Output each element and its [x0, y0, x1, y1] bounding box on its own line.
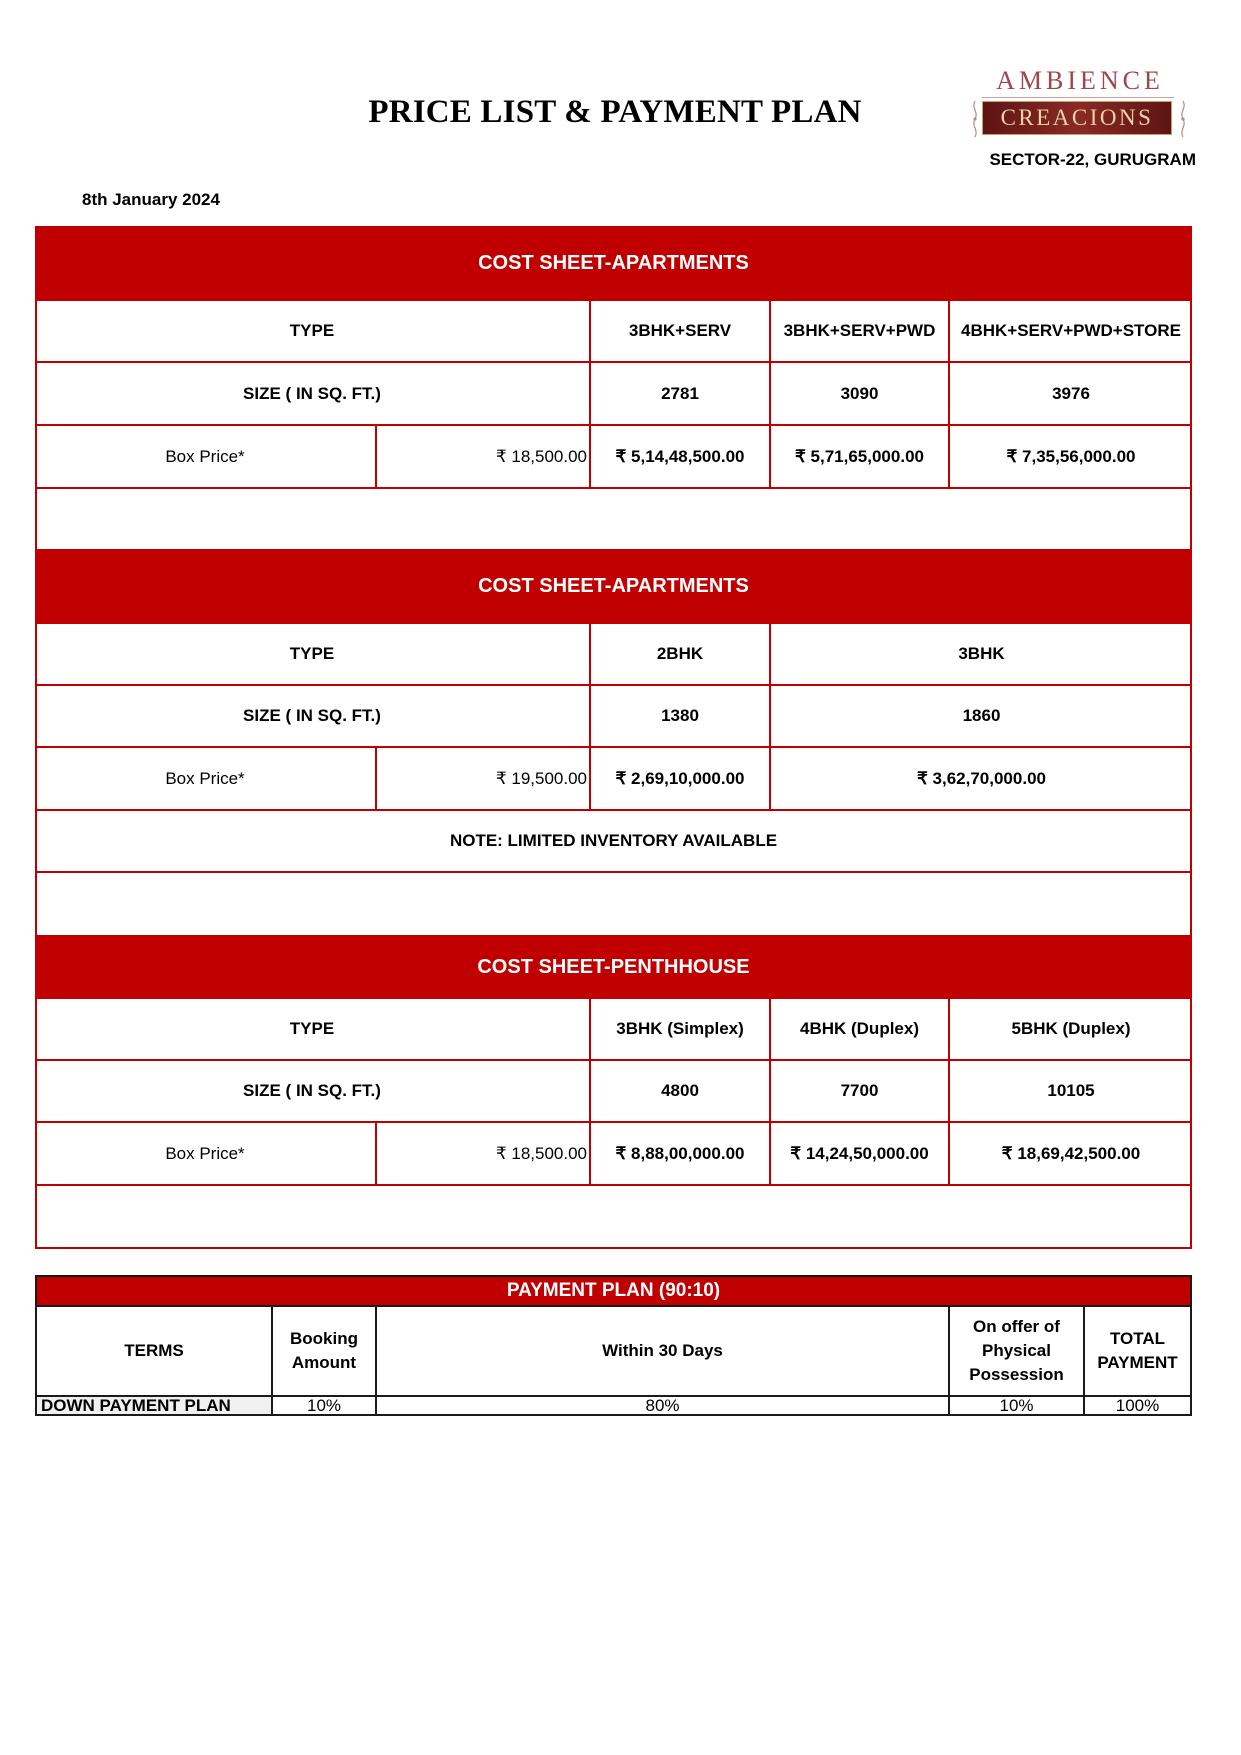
logo-brand-bottom: CREACIONS — [982, 101, 1172, 135]
unit-price: ₹ 3,62,70,000.00 — [771, 748, 1192, 811]
box-price-rate: ₹ 18,500.00 — [377, 426, 591, 489]
unit-size: 3090 — [771, 363, 950, 426]
row-within-30-days: 80% — [377, 1397, 950, 1416]
unit-price: ₹ 2,69,10,000.00 — [591, 748, 771, 811]
box-price-label: Box Price* — [35, 1123, 377, 1186]
type-label: TYPE — [35, 624, 591, 686]
page-title: PRICE LIST & PAYMENT PLAN — [368, 94, 862, 130]
unit-size: 3976 — [950, 363, 1192, 426]
column-header-total: TOTAL PAYMENT — [1085, 1307, 1192, 1397]
column-header-booking: Booking Amount — [273, 1307, 377, 1397]
box-price-rate: ₹ 18,500.00 — [377, 1123, 591, 1186]
unit-type: 5BHK (Duplex) — [950, 999, 1192, 1061]
unit-price: ₹ 7,35,56,000.00 — [950, 426, 1192, 489]
box-price-label: Box Price* — [35, 426, 377, 489]
unit-type: 3BHK — [771, 624, 1192, 686]
spacer-row — [35, 1186, 1192, 1248]
document-date: 8th January 2024 — [82, 190, 220, 209]
unit-type: 2BHK — [591, 624, 771, 686]
size-label: SIZE ( IN SQ. FT.) — [35, 1061, 591, 1123]
unit-size: 1380 — [591, 686, 771, 748]
unit-size: 10105 — [950, 1061, 1192, 1123]
unit-price: ₹ 14,24,50,000.00 — [771, 1123, 950, 1186]
unit-price: ₹ 5,71,65,000.00 — [771, 426, 950, 489]
size-label: SIZE ( IN SQ. FT.) — [35, 363, 591, 426]
box-price-label: Box Price* — [35, 748, 377, 811]
spacer-row — [35, 873, 1192, 935]
box-price-rate: ₹ 19,500.00 — [377, 748, 591, 811]
row-possession: 10% — [950, 1397, 1085, 1416]
spacer-row — [35, 489, 1192, 549]
column-header-terms: TERMS — [35, 1307, 273, 1397]
payment-plan-header: PAYMENT PLAN (90:10) — [35, 1275, 1192, 1307]
type-label: TYPE — [35, 301, 591, 363]
column-header-possession: On offer of Physical Possession — [950, 1307, 1085, 1397]
row-booking-amount: 10% — [273, 1397, 377, 1416]
logo-divider — [982, 97, 1174, 98]
unit-size: 2781 — [591, 363, 771, 426]
logo-ornament-left-icon — [970, 100, 980, 138]
unit-type: 4BHK+SERV+PWD+STORE — [950, 301, 1192, 363]
section-header: COST SHEET-PENTHHOUSE — [35, 935, 1192, 999]
unit-type: 3BHK+SERV — [591, 301, 771, 363]
row-terms: DOWN PAYMENT PLAN — [35, 1397, 273, 1416]
unit-type: 4BHK (Duplex) — [771, 999, 950, 1061]
logo-brand-top: AMBIENCE — [996, 66, 1164, 95]
inventory-note: NOTE: LIMITED INVENTORY AVAILABLE — [35, 811, 1192, 873]
project-location: SECTOR-22, GURUGRAM — [989, 150, 1196, 169]
column-header-within-30-days: Within 30 Days — [377, 1307, 950, 1397]
row-total-payment: 100% — [1085, 1397, 1192, 1416]
unit-type: 3BHK+SERV+PWD — [771, 301, 950, 363]
section-header: COST SHEET-APARTMENTS — [35, 226, 1192, 301]
logo-ornament-right-icon — [1178, 100, 1188, 138]
unit-size: 4800 — [591, 1061, 771, 1123]
unit-type: 3BHK (Simplex) — [591, 999, 771, 1061]
unit-price: ₹ 5,14,48,500.00 — [591, 426, 771, 489]
unit-size: 1860 — [771, 686, 1192, 748]
section-header: COST SHEET-APARTMENTS — [35, 549, 1192, 624]
unit-size: 7700 — [771, 1061, 950, 1123]
type-label: TYPE — [35, 999, 591, 1061]
unit-price: ₹ 8,88,00,000.00 — [591, 1123, 771, 1186]
unit-price: ₹ 18,69,42,500.00 — [950, 1123, 1192, 1186]
size-label: SIZE ( IN SQ. FT.) — [35, 686, 591, 748]
